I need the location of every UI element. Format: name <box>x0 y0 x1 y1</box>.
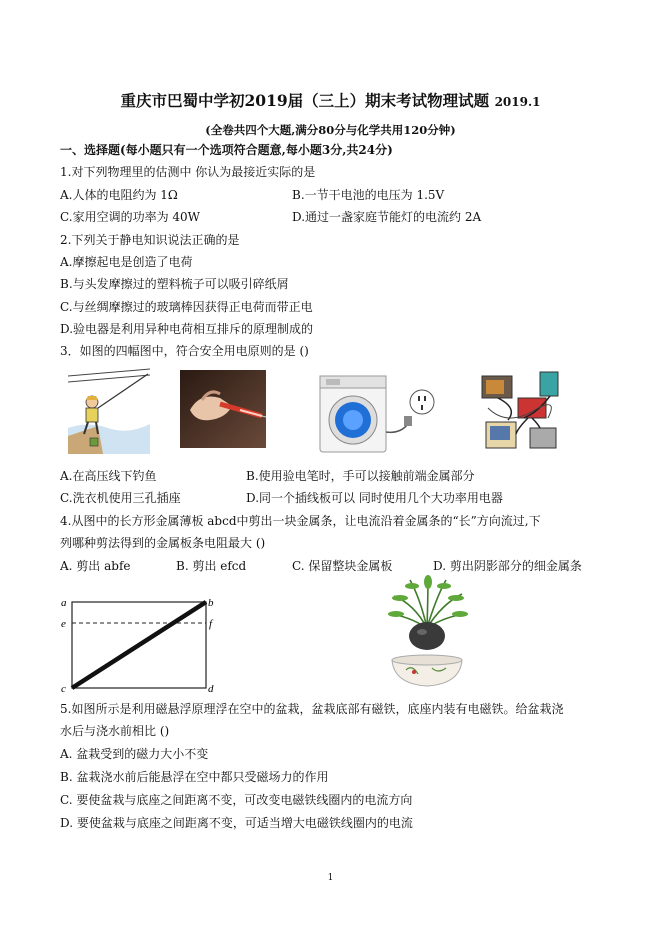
metal-plate-diagram <box>58 592 220 696</box>
edge-label-f: f <box>209 618 213 630</box>
q3-stem: 3．如图的四幅图中，符合安全用电原则的是 () <box>60 344 309 358</box>
q2-option-c: C.与丝绸摩擦过的玻璃棒因获得正电荷而带正电 <box>60 300 313 314</box>
q5-option-b: B. 盆栽浇水前后能悬浮在空中都只受磁场力的作用 <box>60 770 329 784</box>
q4-option-c: C. 保留整块金属板 <box>292 559 393 573</box>
q1-stem: 1.对下列物理里的估测中 你认为最接近实际的是 <box>60 165 316 179</box>
q3-option-c: C.洗衣机使用三孔插座 <box>60 491 181 505</box>
fishing-under-power-line-image <box>68 366 150 454</box>
corner-label-d: d <box>208 683 214 695</box>
exam-info: (全卷共四个大题,满分80分与化学共用120分钟) <box>205 123 456 137</box>
title-main: 重庆市巴蜀中学初2019届（三上）期末考试物理试题 <box>120 91 490 110</box>
q3-option-d: D.同一个插线板可以 同时使用几个大功率用电器 <box>246 491 503 505</box>
q4-option-b: B. 剪出 efcd <box>176 559 247 573</box>
q1-option-c: C.家用空调的功率为 40W <box>60 210 200 224</box>
corner-label-a: a <box>61 597 67 609</box>
q1-option-a: A.人体的电阻约为 1Ω <box>60 188 178 202</box>
q5-option-a: A. 盆栽受到的磁力大小不变 <box>60 747 209 761</box>
test-pen-image <box>180 370 266 448</box>
corner-label-c: c <box>61 683 66 695</box>
q5-stem-line1: 5.如图所示是利用磁悬浮原理浮在空中的盆栽，盆栽底部有磁铁，底座内装有电磁铁。给盆栽浇 <box>60 702 564 716</box>
overloaded-power-strip-image <box>478 368 564 454</box>
q3-option-b: B.使用验电笔时，手可以接触前端金属部分 <box>246 469 475 483</box>
q2-option-b: B.与头发摩擦过的塑料梳子可以吸引碎纸屑 <box>60 277 289 291</box>
edge-label-e: e <box>61 618 66 630</box>
title-date: 2019.1 <box>494 95 541 109</box>
q4-option-a: A. 剪出 abfe <box>60 559 131 573</box>
section-heading: 一、选择题(每小题只有一个选项符合题意,每小题3分,共24分) <box>60 143 393 157</box>
q4-stem-line2: 列哪种剪法得到的金属板条电阻最大 () <box>60 536 266 550</box>
q1-option-d: D.通过一盏家庭节能灯的电流约 2A <box>292 210 482 224</box>
washing-machine-three-pin-socket-image <box>318 372 436 456</box>
page-title <box>0 89 661 111</box>
q5-stem-line2: 水后与浇水前相比 () <box>60 724 170 738</box>
q1-option-b: B.一节干电池的电压为 1.5V <box>292 188 445 202</box>
q4-stem-line1: 4.从图中的长方形金属薄板 abcd中剪出一块金属条，让电流沿着金属条的“长”方向流过,下 <box>60 514 541 528</box>
maglev-plant-image <box>384 574 470 690</box>
q5-option-d: D. 要使盆栽与底座之间距离不变，可适当增大电磁铁线圈内的电流 <box>60 816 413 830</box>
q3-option-a: A.在高压线下钓鱼 <box>60 469 157 483</box>
q2-option-a: A.摩擦起电是创造了电荷 <box>60 255 193 269</box>
page-number: 1 <box>327 873 334 883</box>
q5-option-c: C. 要使盆栽与底座之间距离不变，可改变电磁铁线圈内的电流方向 <box>60 793 413 807</box>
q4-option-d: D. 剪出阴影部分的细金属条 <box>433 559 582 573</box>
q2-stem: 2.下列关于静电知识说法正确的是 <box>60 233 240 247</box>
q2-option-d: D.验电器是利用异种电荷相互排斥的原理制成的 <box>60 322 314 336</box>
corner-label-b: b <box>208 597 214 609</box>
